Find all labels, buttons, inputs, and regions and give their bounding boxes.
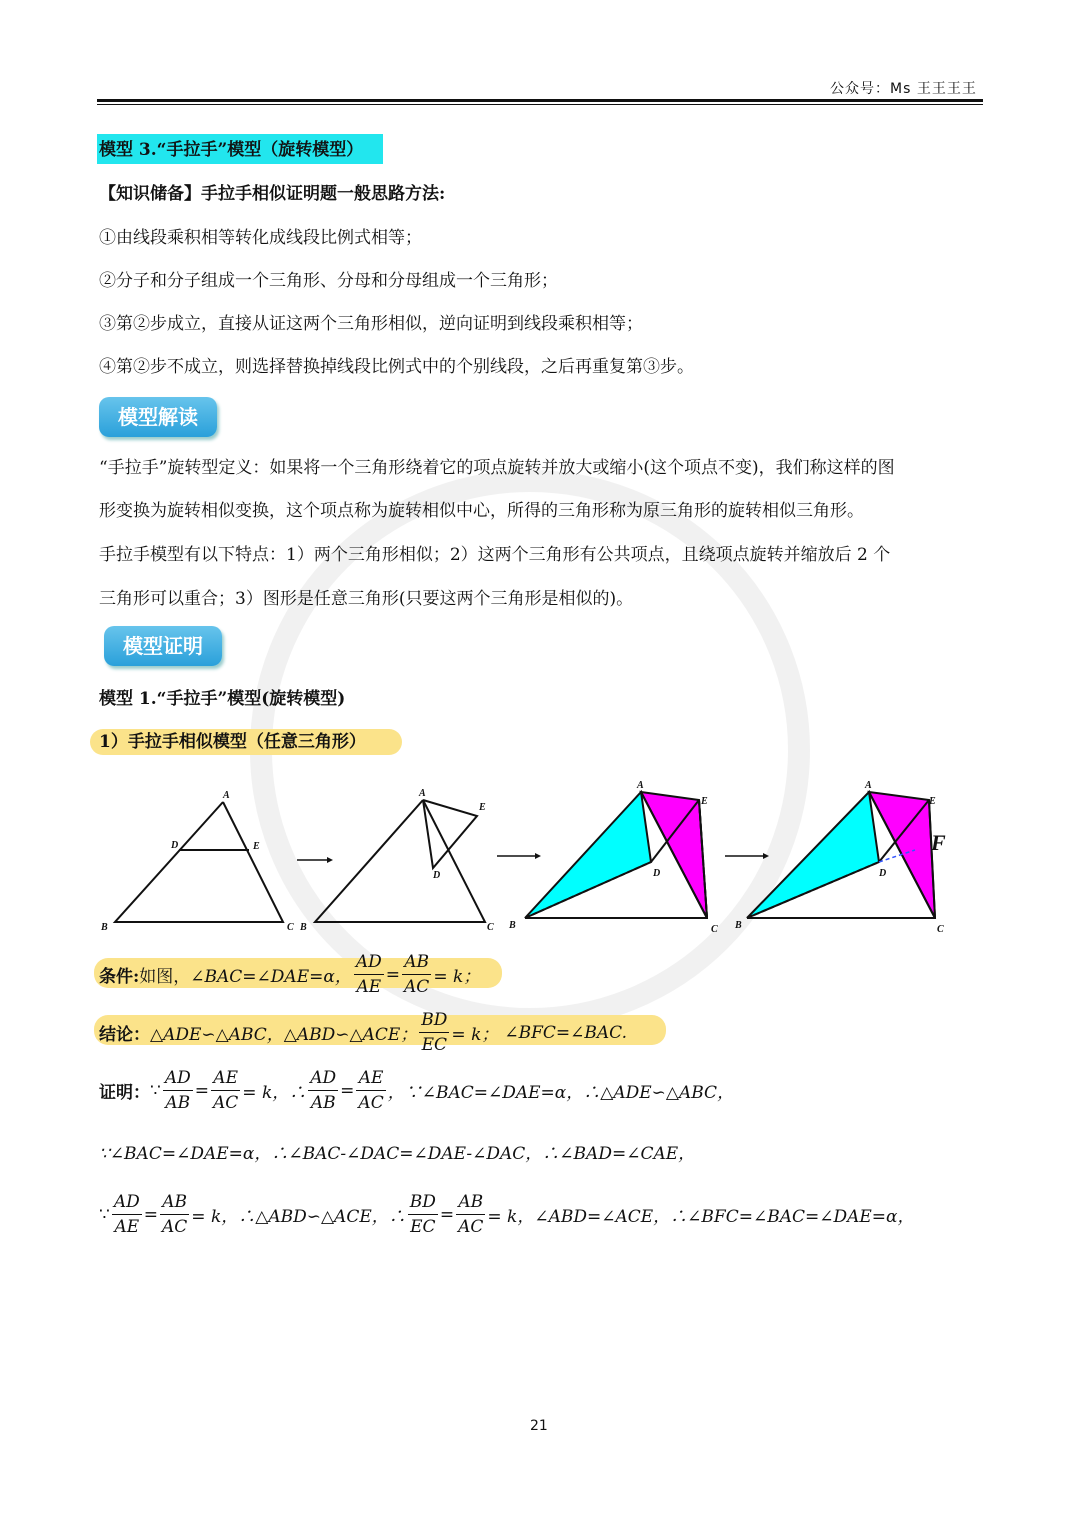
figure-3 (508, 780, 718, 935)
fraction: $\frac{AB}{AC}$ (162, 1192, 188, 1237)
fig2-label-C: C (487, 922, 494, 933)
fraction: $\frac{BD}{EC}$ (421, 1010, 448, 1055)
definition-line: 三角形可以重合；3）图形是任意三角形(只要这两个三角形是相似的)。 (99, 589, 634, 609)
knowledge-item: ①由线段乘积相等转化成线段比例式相等； (99, 228, 422, 248)
fig2-label-E: E (479, 802, 486, 813)
proof-line-2: ∵∠BAC=∠DAE=α，∴∠BAC-∠DAC=∠DAE-∠DAC，∴∠BAD=∠CAE， (99, 1144, 696, 1164)
section-title: 模型 3.“手拉手”模型（旋转模型） (99, 140, 364, 160)
fraction: $\frac{AD}{AB}$ (310, 1068, 337, 1113)
header-rule-thin (97, 104, 983, 105)
condition-tail: = k； (433, 967, 481, 987)
knowledge-item: ②分子和分子组成一个三角形、分母和分母组成一个三角形； (99, 271, 558, 291)
page-number: 21 (530, 1418, 548, 1434)
knowledge-item: ④第②步不成立，则选择替换掉线段比例式中的个别线段，之后再重复第③步。 (99, 357, 694, 377)
fig3-label-B: B (509, 920, 516, 931)
conclusion-angle: ∠BFC=∠BAC. (504, 1022, 627, 1043)
fig4-label-F: F (931, 830, 946, 855)
fig2-label-D: D (433, 870, 441, 881)
fig4-label-C: C (937, 924, 944, 935)
header-rule (97, 99, 983, 102)
definition-line: “手拉手”旋转型定义：如果将一个三角形绕着它的项点旋转并放大或缩小(这个项点不变)，我们称这样的图 (99, 458, 895, 478)
fig3-label-C: C (711, 924, 718, 935)
condition-angle: ∠BAC=∠DAE=α， (190, 967, 352, 987)
fig4-label-E: E (929, 796, 936, 807)
fraction: $\frac{AE}{AC}$ (358, 1068, 384, 1113)
fig1-label-A: A (223, 790, 230, 801)
figures-sequence (95, 770, 975, 940)
proof-line-1: 证明： ∵ $\frac{AD}{AB}$ = $\frac{AE}{AC}$ = k，∴ $\frac{AD}{AB}$ = $\frac{AE}{AC}$ ，∵∠BAC=∠DAE=α，∴△ADE∽△ABC， (99, 1068, 735, 1113)
fraction: $\frac{AD}{AB}$ (164, 1068, 191, 1113)
condition-line: 条件: 如图， ∠BAC=∠DAE=α， $\frac{AD}{AE}$ = $\frac{AB}{AC}$ = k； (99, 952, 481, 997)
fraction: $\frac{AD}{AE}$ (355, 952, 382, 997)
fig3-label-E: E (701, 796, 708, 807)
knowledge-item: ③第②步成立，直接从证这两个三角形相似，逆向证明到线段乘积相等； (99, 314, 643, 334)
fig1-label-B: B (101, 922, 108, 933)
fig1-label-D: D (171, 840, 179, 851)
fig4-label-B: B (735, 920, 742, 931)
fig2-label-A: A (419, 788, 426, 799)
fig2-label-B: B (300, 922, 307, 933)
fraction: $\frac{AE}{AC}$ (213, 1068, 239, 1113)
badge-model-proof: 模型证明 (104, 626, 222, 666)
figure-1 (100, 790, 294, 933)
condition-text: 如图， (139, 967, 191, 987)
fraction: $\frac{BD}{EC}$ (409, 1192, 436, 1237)
knowledge-heading: 【知识储备】手拉手相似证明题一般思路方法: (99, 184, 446, 204)
definition-line: 手拉手模型有以下特点：1）两个三角形相似；2）这两个三角形有公共项点，且绕项点旋转并缩放后 2 个 (99, 545, 891, 565)
conclusion-line: 结论： △ADE∽△ABC，△ABD∽△ACE； $\frac{BD}{EC}$ = k； ∠BFC=∠BAC. (99, 1010, 627, 1055)
fraction: $\frac{AB}{AC}$ (458, 1192, 484, 1237)
fig4-label-D: D (879, 868, 887, 879)
definition-line: 形变换为旋转相似变换，这个项点称为旋转相似中心，所得的三角形称为原三角形的旋转相似三角形。 (99, 501, 864, 521)
model1-title: 模型 1.“手拉手”模型(旋转模型) (99, 689, 346, 709)
fig3-label-A: A (637, 780, 644, 791)
conclusion-label: 结论： (99, 1025, 150, 1045)
condition-label: 条件: (99, 967, 140, 987)
subtitle: 1）手拉手相似模型（任意三角形） (99, 732, 366, 752)
fraction: $\frac{AB}{AC}$ (404, 952, 430, 997)
badge-model-interpretation: 模型解读 (99, 397, 217, 437)
fig3-label-D: D (653, 868, 661, 879)
fig1-label-C: C (287, 922, 294, 933)
page-header: 公众号：Ms 王王王王 (830, 81, 977, 97)
fig4-label-A: A (865, 780, 872, 791)
proof-line-3: ∵ $\frac{AD}{AE}$ = $\frac{AB}{AC}$ = k，∴△ABD∽△ACE，∴ $\frac{BD}{EC}$ = $\frac{AB}{AC}$ = k，∠ABD=∠ACE，∴∠BFC=∠BAC=∠DAE=α， (99, 1192, 915, 1237)
proof-label: 证明： (99, 1083, 150, 1103)
conclusion-text: △ADE∽△ABC，△ABD∽△ACE； (150, 1025, 418, 1045)
fraction: $\frac{AD}{AE}$ (113, 1192, 140, 1237)
fig1-label-E: E (253, 841, 260, 852)
